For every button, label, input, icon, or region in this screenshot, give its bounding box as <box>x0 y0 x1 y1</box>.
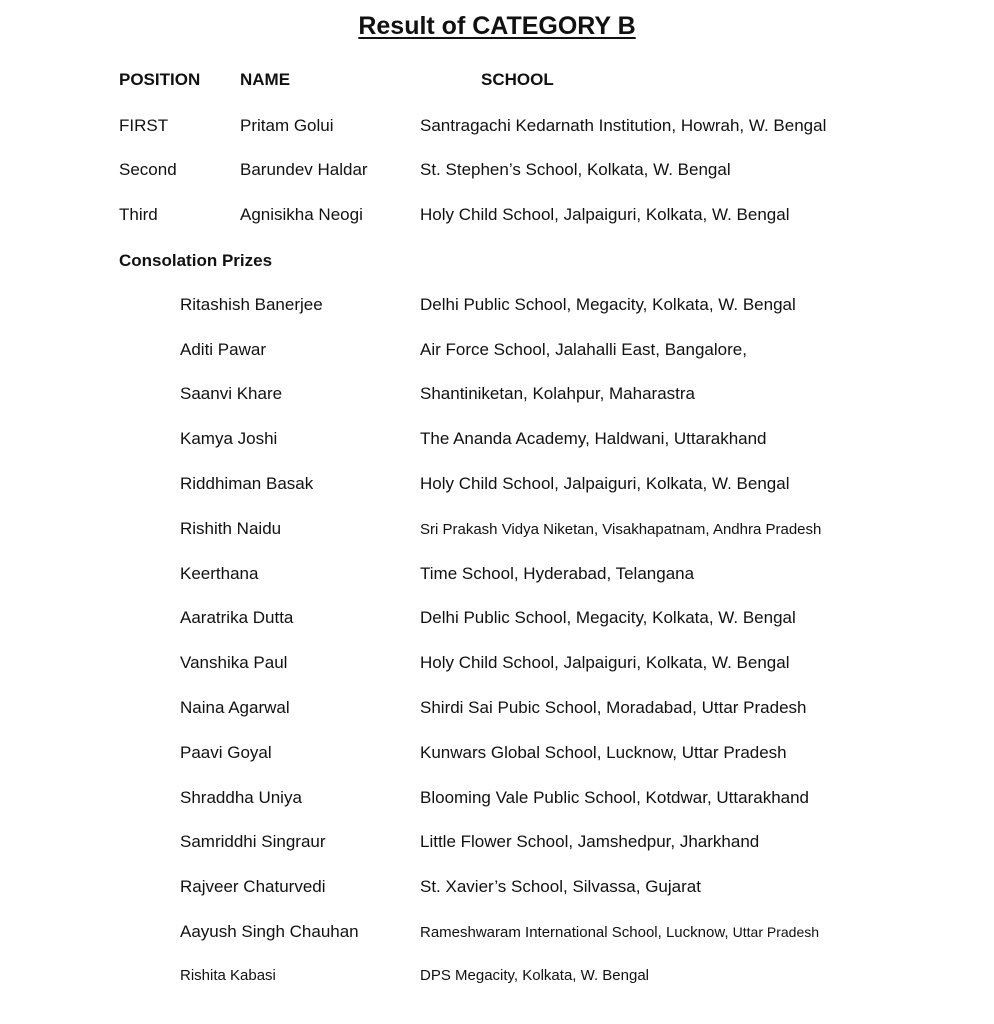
school-name: Holy Child School, Jalpaiguri, Kolkata, W. Bengal <box>420 205 790 224</box>
student-name: Ritashish Banerjee <box>180 295 323 314</box>
consolation-row <box>0 564 994 588</box>
student-name: Paavi Goyal <box>180 743 272 762</box>
school-name: DPS Megacity, Kolkata, W. Bengal <box>420 967 649 984</box>
student-name: Agnisikha Neogi <box>240 205 363 224</box>
school-name: St. Xavier’s School, Silvassa, Gujarat <box>420 877 701 896</box>
school-name: Delhi Public School, Megacity, Kolkata, W. Bengal <box>420 608 796 627</box>
consolation-row <box>0 698 994 722</box>
school-name: St. Stephen’s School, Kolkata, W. Bengal <box>420 160 731 179</box>
student-name: Samriddhi Singraur <box>180 832 326 851</box>
student-name: Shraddha Uniya <box>180 788 302 807</box>
student-name: Kamya Joshi <box>180 429 278 448</box>
school-name: Little Flower School, Jamshedpur, Jharkhand <box>420 832 760 851</box>
consolation-heading: Consolation Prizes <box>119 251 273 270</box>
school-name: Delhi Public School, Megacity, Kolkata, W. Bengal <box>420 295 796 314</box>
consolation-row <box>0 519 994 543</box>
school-name-tail: Uttar Pradesh <box>732 924 820 940</box>
school-name: Holy Child School, Jalpaiguri, Kolkata, W. Bengal <box>420 474 790 493</box>
school-name: Kunwars Global School, Lucknow, Uttar Pradesh <box>420 743 787 762</box>
consolation-row <box>0 743 994 767</box>
school-name: Time School, Hyderabad, Telangana <box>420 564 695 583</box>
student-name: Barundev Haldar <box>240 160 368 179</box>
school-column-header: SCHOOL <box>481 70 554 89</box>
student-name: Rishita Kabasi <box>180 967 276 984</box>
school-name: The Ananda Academy, Haldwani, Uttarakhand <box>420 429 767 448</box>
student-name: Aayush Singh Chauhan <box>180 922 359 941</box>
student-name: Naina Agarwal <box>180 698 290 717</box>
consolation-row <box>0 384 994 408</box>
school-name: Santragachi Kedarnath Institution, Howrah, W. Bengal <box>420 116 827 135</box>
school-name-main: Rameshwaram International School, Lucknow, <box>420 924 733 941</box>
winner-row-third <box>0 205 994 229</box>
consolation-row <box>0 922 994 946</box>
student-name: Vanshika Paul <box>180 653 288 672</box>
name-column-header: NAME <box>240 70 291 89</box>
winner-row-first <box>0 116 994 140</box>
consolation-row <box>0 877 994 901</box>
school-name: Shantiniketan, Kolahpur, Maharastra <box>420 384 696 403</box>
position-label: Third <box>119 205 158 224</box>
student-name: Rishith Naidu <box>180 519 282 538</box>
consolation-row <box>0 608 994 632</box>
consolation-row <box>0 295 994 319</box>
consolation-row <box>0 832 994 856</box>
student-name: Saanvi Khare <box>180 384 283 403</box>
school-name: Sri Prakash Vidya Niketan, Visakhapatnam, Andhra Pradesh <box>420 521 822 538</box>
student-name: Aaratrika Dutta <box>180 608 294 627</box>
consolation-row <box>0 788 994 812</box>
school-name: Holy Child School, Jalpaiguri, Kolkata, W. Bengal <box>420 653 790 672</box>
consolation-row <box>0 429 994 453</box>
student-name: Riddhiman Basak <box>180 474 314 493</box>
position-column-header: POSITION <box>119 70 201 89</box>
winner-row-second <box>0 160 994 184</box>
school-name: Air Force School, Jalahalli East, Bangalore, <box>420 340 747 359</box>
consolation-row <box>0 474 994 498</box>
consolation-row <box>0 966 994 990</box>
school-name: Shirdi Sai Pubic School, Moradabad, Uttar Pradesh <box>420 698 807 717</box>
school-name <box>420 924 819 941</box>
consolation-row <box>0 653 994 677</box>
position-label: FIRST <box>119 116 169 135</box>
student-name: Rajveer Chaturvedi <box>180 877 326 896</box>
page-title: Result of CATEGORY B <box>358 12 636 40</box>
student-name: Pritam Golui <box>240 116 334 135</box>
student-name: Aditi Pawar <box>180 340 266 359</box>
position-label: Second <box>119 160 177 179</box>
consolation-row <box>0 340 994 364</box>
student-name: Keerthana <box>180 564 259 583</box>
school-name: Blooming Vale Public School, Kotdwar, Uttarakhand <box>420 788 810 807</box>
